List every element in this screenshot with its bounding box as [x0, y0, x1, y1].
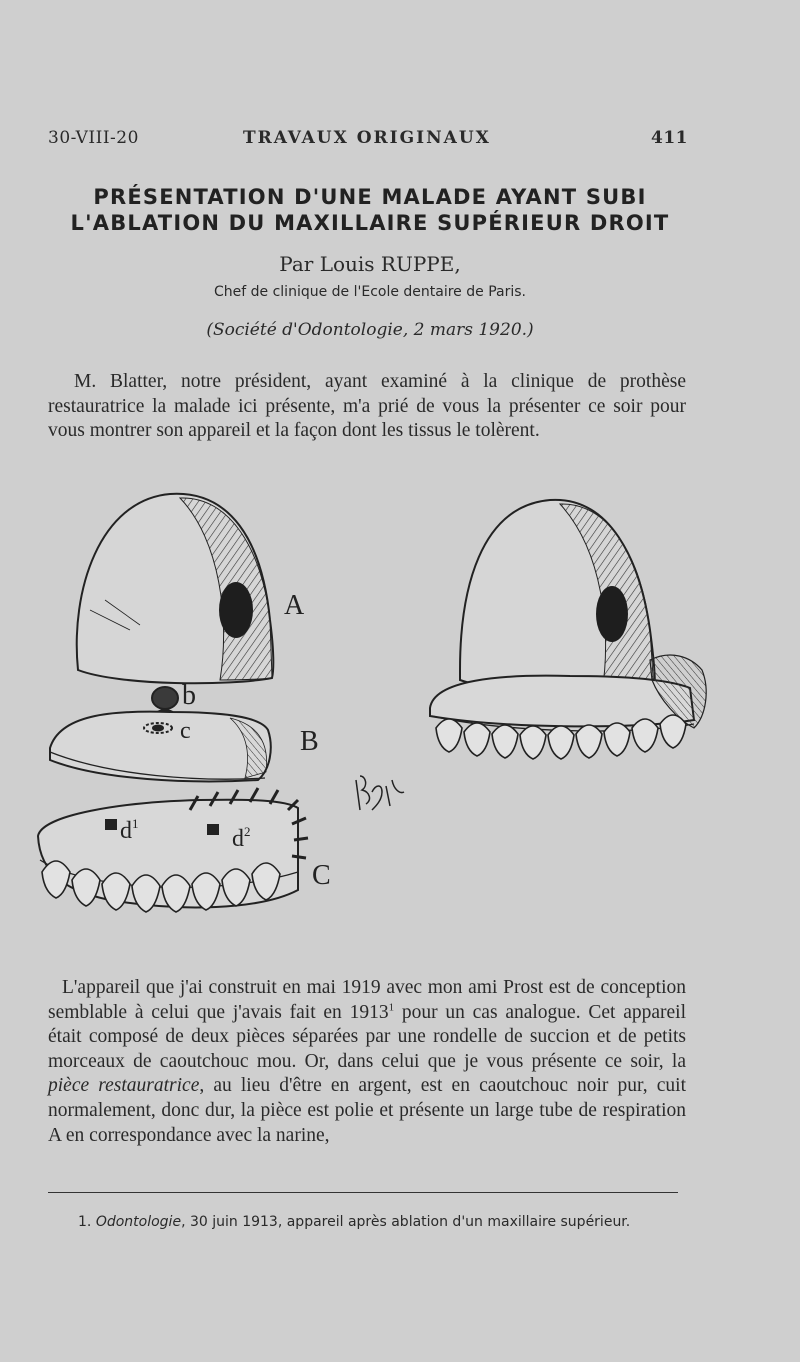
paragraph-2-part-2: pour un cas analogue. Cet appareil était composé de deux pièces séparées par une rondelle de succion et de petits morceaux de caoutchouc mou. Or, dans celui que je vous présente ce soir, la — [48, 1001, 686, 1072]
title-line-2: L'ABLATION DU MAXILLAIRE SUPÉRIEUR DROIT — [70, 211, 670, 235]
section-title: TRAVAUX ORIGINAUX — [243, 128, 491, 148]
title-line-1: PRÉSENTATION D'UNE MALADE AYANT SUBI — [93, 185, 647, 209]
paragraph-2-italic: pièce restauratrice — [48, 1075, 200, 1097]
author-byline: Par Louis RUPPE, — [279, 252, 461, 276]
illustration-svg — [30, 480, 730, 950]
piece-a-drawing — [77, 494, 274, 683]
article-source: (Société d'Odontologie, 2 mars 1920.) — [206, 320, 534, 340]
label-b-plate: B — [300, 726, 319, 757]
label-c-small: c — [180, 718, 191, 744]
running-head — [48, 128, 688, 154]
paragraph-2-part-1: L'appareil que j'ai construit en mai 1919 avec mon ami Prost est de conception semblable à celui que j'avais fait en 1913 — [48, 977, 686, 1023]
assembled-prosthesis-drawing — [430, 500, 706, 759]
label-d1: $d^1$ — [120, 816, 139, 844]
label-d2: $d^2$ — [232, 824, 251, 852]
article-title — [40, 184, 700, 236]
footnote-text: , 30 juin 1913, appareil après ablation d'un maxillaire supérieur. — [181, 1214, 631, 1230]
label-a: A — [284, 590, 305, 621]
piece-b-plate — [50, 712, 271, 782]
footnote-rule — [48, 1192, 678, 1193]
footnote-number: 1. — [78, 1214, 92, 1230]
page-number: 411 — [651, 128, 688, 148]
prosthesis-illustration — [30, 480, 730, 950]
label-b-small: b — [182, 680, 196, 711]
artist-signature — [356, 776, 404, 810]
label-c-denture: C — [312, 860, 331, 891]
footnote-source: Odontologie — [95, 1214, 182, 1230]
footnote — [78, 1214, 698, 1230]
author-affiliation: Chef de clinique de l'Ecole dentaire de Paris. — [214, 284, 526, 300]
footnote-reference: 1 — [388, 1001, 395, 1014]
paragraph-1: M. Blatter, notre président, ayant examiné à la clinique de prothèse restauratrice la malade ici présente, m'a prié de vous la présenter ce soir pour vous montrer son appareil et la façon dont les tissus le tolèrent. — [48, 371, 686, 442]
paragraph-2-part-3: , au lieu d'être en argent, est en caoutchouc noir pur, cuit normalement, donc dur, la pièce est polie et présente un large tube de respiration A en correspondance avec la narine, — [48, 1075, 686, 1146]
piece-c-denture — [38, 788, 308, 912]
issue-date: 30-VIII-20 — [48, 128, 139, 148]
paragraph-2 — [48, 976, 686, 1148]
